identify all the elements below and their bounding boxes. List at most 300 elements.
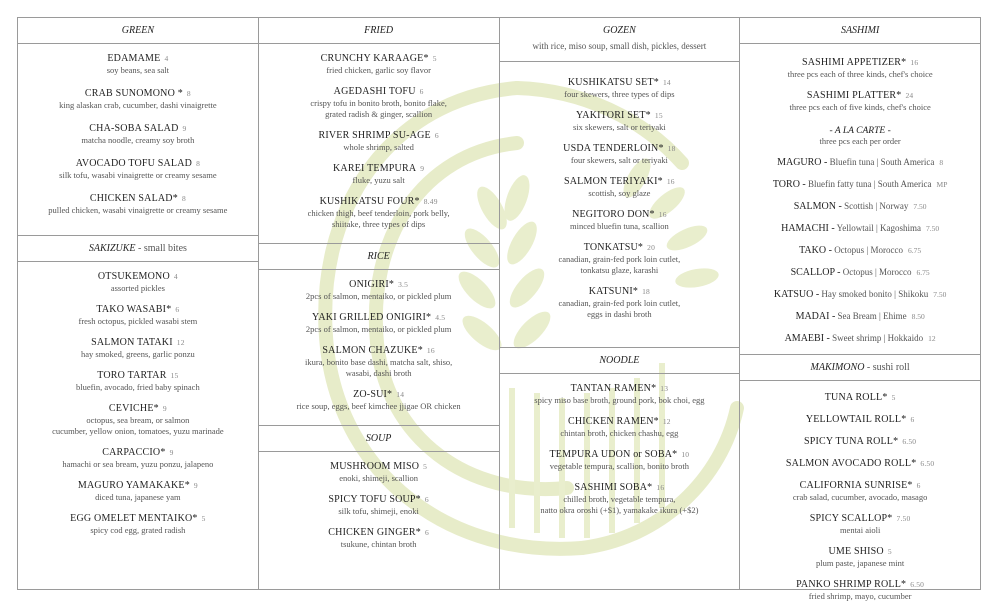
item-description: three pcs each of three kinds, chef's choice bbox=[787, 69, 933, 79]
fish-name: SALMON - bbox=[793, 201, 842, 212]
section-sakizuke-items bbox=[18, 262, 258, 549]
item-name-line bbox=[26, 270, 250, 283]
item-name-line bbox=[508, 208, 732, 221]
section-title: SOUP bbox=[365, 433, 392, 444]
item-description: hamachi or sea bream, yuzu ponzu, jalapeno bbox=[62, 459, 214, 469]
item-name: CHA-SOBA SALAD bbox=[89, 123, 179, 134]
item-description: natto okra oroshi (+$1), yamakake ikura (+$2) bbox=[540, 505, 699, 515]
menu-item bbox=[748, 545, 972, 569]
item-price: 9 bbox=[169, 448, 174, 457]
fish-name: TAKO - bbox=[799, 245, 832, 256]
fish-origin: Bluefin tuna | South America bbox=[827, 157, 935, 167]
menu-item bbox=[508, 76, 732, 100]
item-price: 7.50 bbox=[896, 514, 911, 523]
item-name: EGG OMELET MENTAIKO* bbox=[70, 513, 198, 524]
fish-name: HAMACHI - bbox=[781, 223, 835, 234]
item-name-line bbox=[26, 122, 250, 135]
section-title: RICE bbox=[367, 251, 390, 262]
a-la-carte-row bbox=[740, 288, 980, 301]
menu-item bbox=[748, 89, 972, 113]
section-fried-items bbox=[259, 44, 499, 243]
item-name: OTSUKEMONO bbox=[97, 271, 170, 282]
item-description: king alaskan crab, cucumber, dashi vinaigrette bbox=[59, 100, 217, 110]
item-name: CEVICHE* bbox=[108, 403, 159, 414]
menu-item bbox=[508, 142, 732, 166]
section-header-fried bbox=[259, 18, 499, 44]
item-name-line bbox=[267, 278, 491, 291]
a-la-carte-header bbox=[740, 126, 980, 146]
item-name-line bbox=[26, 303, 250, 316]
item-name: RIVER SHRIMP SU-AGE bbox=[318, 130, 431, 141]
item-name: CRAB SUNOMONO * bbox=[84, 88, 183, 99]
item-description: bluefin, avocado, fried baby spinach bbox=[76, 382, 200, 392]
item-name: CHICKEN GINGER* bbox=[328, 527, 421, 538]
item-price: 4 bbox=[164, 54, 169, 63]
item-name: SALMON TERIYAKI* bbox=[563, 176, 663, 187]
fish-name: TORO - bbox=[772, 179, 806, 190]
item-name: MAGURO YAMAKAKE* bbox=[77, 480, 190, 491]
item-name: TEMPURA UDON or SOBA* bbox=[549, 449, 678, 460]
section-noodle-items bbox=[500, 374, 740, 529]
section-title: MAKIMONO bbox=[810, 362, 865, 373]
section-header-green bbox=[18, 18, 258, 44]
section-green-items bbox=[18, 44, 258, 231]
menu-item bbox=[267, 129, 491, 153]
fish-price: 6.75 bbox=[916, 268, 930, 277]
item-price: 5 bbox=[432, 54, 437, 63]
fish-name: KATSUO - bbox=[773, 289, 820, 300]
menu-item bbox=[508, 448, 732, 472]
section-title: SASHIMI bbox=[840, 25, 880, 36]
item-description: diced tuna, japanese yam bbox=[95, 492, 181, 502]
item-name-line bbox=[748, 479, 972, 492]
item-name: YELLOWTAIL ROLL* bbox=[805, 414, 907, 425]
menu-item bbox=[508, 241, 732, 276]
item-description: tsukune, chintan broth bbox=[340, 539, 417, 549]
item-name-line bbox=[26, 446, 250, 459]
item-name-line bbox=[267, 129, 491, 142]
item-description: four skewers, three types of dips bbox=[564, 89, 675, 99]
a-la-carte-desc: three pcs each per order bbox=[819, 136, 901, 146]
item-name-line bbox=[267, 388, 491, 401]
item-name: TONKATSU* bbox=[583, 242, 644, 253]
item-price: 8 bbox=[181, 194, 186, 203]
fish-price: 7.50 bbox=[933, 290, 947, 299]
item-description: canadian, grain-fed pork loin cutlet, bbox=[558, 298, 681, 308]
fish-origin: Sweet shrimp | Hokkaido bbox=[829, 333, 924, 343]
item-description: grated radish & ginger, scallion bbox=[325, 109, 433, 119]
item-name-line bbox=[267, 195, 491, 208]
item-description: canadian, grain-fed pork loin cutlet, bbox=[558, 254, 681, 264]
item-description: fresh octopus, pickled wasabi stem bbox=[78, 316, 198, 326]
menu-item bbox=[26, 87, 250, 111]
menu-item bbox=[748, 413, 972, 426]
item-price: 4 bbox=[173, 272, 178, 281]
item-name: CHICKEN SALAD* bbox=[89, 193, 178, 204]
item-name: CRUNCHY KARAAGE* bbox=[320, 53, 429, 64]
item-name: SALMON AVOCADO ROLL* bbox=[785, 458, 917, 469]
item-name: SASHIMI PLATTER* bbox=[806, 90, 902, 101]
item-description: 2pcs of salmon, mentaiko, or pickled plum bbox=[305, 324, 452, 334]
menu-item bbox=[748, 457, 972, 470]
a-la-carte-row bbox=[740, 266, 980, 279]
item-description: crab salad, cucumber, avocado, masago bbox=[792, 492, 928, 502]
section-title: SAKIZUKE bbox=[88, 243, 136, 254]
item-name-line bbox=[267, 493, 491, 506]
item-price: 15 bbox=[170, 371, 179, 380]
section-subtitle: - sushi roll bbox=[864, 362, 910, 373]
menu-item bbox=[26, 303, 250, 327]
item-name-line bbox=[26, 52, 250, 65]
item-name: TORO TARTAR bbox=[97, 370, 167, 381]
item-name-line bbox=[26, 369, 250, 382]
item-description: spicy cod egg, grated radish bbox=[90, 525, 186, 535]
section-header-gozen bbox=[500, 18, 740, 62]
item-name-line bbox=[508, 175, 732, 188]
item-description: whole shrimp, salted bbox=[343, 142, 414, 152]
item-price: 16 bbox=[666, 177, 675, 186]
item-name-line bbox=[508, 285, 732, 298]
column-2 bbox=[258, 17, 499, 590]
a-la-carte-row bbox=[740, 200, 980, 213]
item-price: 18 bbox=[667, 144, 676, 153]
menu-item bbox=[508, 109, 732, 133]
section-header-noodle bbox=[500, 347, 740, 374]
a-la-carte-title: - A LA CARTE - bbox=[829, 126, 891, 136]
fish-price: 12 bbox=[928, 334, 936, 343]
menu-item bbox=[26, 369, 250, 393]
menu-item bbox=[508, 208, 732, 232]
menu-item bbox=[267, 526, 491, 550]
item-name: TANTAN RAMEN* bbox=[570, 383, 657, 394]
item-description: silk tofu, wasabi vinaigrette or creamy sesame bbox=[59, 170, 217, 180]
section-rice-items bbox=[259, 270, 499, 425]
menu-item bbox=[748, 479, 972, 503]
menu-item bbox=[748, 578, 972, 602]
item-price: 6 bbox=[419, 87, 424, 96]
item-description: enoki, shimeji, scallion bbox=[339, 473, 419, 483]
item-name-line bbox=[267, 52, 491, 65]
menu-item bbox=[26, 122, 250, 146]
item-name-line bbox=[508, 448, 732, 461]
item-name-line bbox=[748, 89, 972, 102]
item-name-line bbox=[26, 512, 250, 525]
item-price: 9 bbox=[420, 164, 425, 173]
item-name-line bbox=[508, 481, 732, 494]
item-name-line bbox=[748, 578, 972, 591]
item-name: CHICKEN RAMEN* bbox=[567, 416, 659, 427]
item-description: hay smoked, greens, garlic ponzu bbox=[80, 349, 195, 359]
a-la-carte-row bbox=[740, 156, 980, 169]
item-name: SALMON CHAZUKE* bbox=[322, 345, 423, 356]
item-description: octopus, sea bream, or salmon bbox=[86, 415, 190, 425]
a-la-carte-row bbox=[740, 244, 980, 257]
a-la-carte-row bbox=[740, 332, 980, 345]
item-description: chintan broth, chicken chashu, egg bbox=[560, 428, 679, 438]
menu-item bbox=[267, 195, 491, 230]
a-la-carte-list bbox=[740, 156, 980, 354]
item-description: fried shrimp, mayo, cucumber bbox=[808, 591, 912, 601]
menu-item bbox=[267, 162, 491, 186]
item-name-line bbox=[26, 192, 250, 205]
item-description: three pcs each of five kinds, chef's choice bbox=[789, 102, 931, 112]
menu-item bbox=[26, 336, 250, 360]
item-name-line bbox=[267, 460, 491, 473]
section-gozen-items bbox=[500, 62, 740, 333]
item-description: rice soup, eggs, beef kimchee jjigae OR chicken bbox=[296, 401, 461, 411]
item-name-line bbox=[267, 344, 491, 357]
item-name: TUNA ROLL* bbox=[824, 392, 888, 403]
item-price: 9 bbox=[193, 481, 198, 490]
item-price: 15 bbox=[654, 111, 663, 120]
item-price: 5 bbox=[887, 547, 892, 556]
menu-item bbox=[26, 512, 250, 536]
item-description: crispy tofu in bonito broth, bonito flake, bbox=[310, 98, 447, 108]
section-title: FRIED bbox=[364, 25, 394, 36]
fish-origin: Octopus | Morocco bbox=[840, 267, 912, 277]
item-name: KUSHIKATSU SET* bbox=[567, 77, 659, 88]
section-subline: with rice, miso soup, small dish, pickles, dessert bbox=[532, 41, 707, 51]
item-name: YAKITORI SET* bbox=[575, 110, 651, 121]
item-name-line bbox=[267, 85, 491, 98]
item-name: NEGITORO DON* bbox=[572, 209, 655, 220]
item-description: shiitake, three types of dips bbox=[332, 219, 426, 229]
item-description: chicken thigh, beef tenderloin, pork belly, bbox=[307, 208, 450, 218]
item-price: 4.5 bbox=[435, 313, 446, 322]
item-description: chilled broth, vegetable tempura, bbox=[563, 494, 676, 504]
section-header-makimono bbox=[740, 354, 980, 381]
section-subtitle: - small bites bbox=[135, 243, 187, 254]
item-description: minced bluefin tuna, scallion bbox=[570, 221, 669, 231]
menu-item bbox=[508, 382, 732, 406]
a-la-carte-row bbox=[740, 310, 980, 323]
item-price: 14 bbox=[662, 78, 671, 87]
item-name: CALIFORNIA SUNRISE* bbox=[799, 480, 913, 491]
item-price: 9 bbox=[162, 404, 167, 413]
menu-item bbox=[267, 52, 491, 76]
fish-price: 8.50 bbox=[911, 312, 925, 321]
item-description: vegetable tempura, scallion, bonito broth bbox=[549, 461, 690, 471]
menu-item bbox=[748, 512, 972, 536]
item-price: 16 bbox=[426, 346, 435, 355]
menu-item bbox=[26, 446, 250, 470]
item-description: tonkatsu glaze, karashi bbox=[580, 265, 659, 275]
section-soup-items bbox=[259, 452, 499, 563]
item-name-line bbox=[508, 382, 732, 395]
item-description: ikura, bonito base dashi, matcha salt, shiso, bbox=[304, 357, 453, 367]
item-price: 5 bbox=[423, 462, 428, 471]
item-price: 13 bbox=[660, 384, 669, 393]
item-description: mentai aioli bbox=[839, 525, 881, 535]
item-name-line bbox=[508, 241, 732, 254]
item-price: 6 bbox=[910, 415, 915, 424]
item-description: fried chicken, garlic soy flavor bbox=[326, 65, 431, 75]
fish-name: AMAEBI - bbox=[784, 333, 830, 344]
item-name-line bbox=[748, 457, 972, 470]
item-price: 14 bbox=[396, 390, 405, 399]
item-name: SASHIMI APPETIZER* bbox=[801, 57, 907, 68]
item-name: TAKO WASABI* bbox=[96, 304, 172, 315]
item-price: 9 bbox=[182, 124, 187, 133]
item-name-line bbox=[508, 76, 732, 89]
item-price: 12 bbox=[662, 417, 671, 426]
item-name-line bbox=[748, 545, 972, 558]
item-name-line bbox=[748, 56, 972, 69]
item-name-line bbox=[26, 336, 250, 349]
item-name-line bbox=[748, 512, 972, 525]
item-description: matcha noodle, creamy soy broth bbox=[81, 135, 195, 145]
fish-origin: Sea Bream | Ehime bbox=[835, 311, 907, 321]
menu-item bbox=[267, 388, 491, 412]
section-header-soup bbox=[259, 425, 499, 452]
item-name-line bbox=[508, 109, 732, 122]
menu-item bbox=[26, 270, 250, 294]
item-description: wasabi, dashi broth bbox=[345, 368, 412, 378]
item-price: 16 bbox=[910, 58, 919, 67]
item-name: AVOCADO TOFU SALAD bbox=[75, 158, 193, 169]
fish-name: SCALLOP - bbox=[790, 267, 841, 278]
item-name-line bbox=[267, 526, 491, 539]
item-description: fluke, yuzu salt bbox=[352, 175, 405, 185]
item-price: 24 bbox=[905, 91, 914, 100]
item-description: eggs in dashi broth bbox=[587, 309, 652, 319]
item-name: KAREI TEMPURA bbox=[333, 163, 417, 174]
item-description: 2pcs of salmon, mentaiko, or pickled plum bbox=[305, 291, 452, 301]
fish-price: 8 bbox=[939, 158, 944, 167]
item-price: 8.49 bbox=[423, 197, 438, 206]
item-price: 6 bbox=[425, 528, 429, 537]
fish-origin: Yellowtail | Kagoshima bbox=[834, 223, 922, 233]
section-header-sashimi bbox=[740, 18, 980, 44]
item-price: 8 bbox=[186, 89, 191, 98]
item-price: 6.50 bbox=[910, 580, 925, 589]
a-la-carte-row bbox=[740, 222, 980, 235]
item-name: SPICY TUNA ROLL* bbox=[803, 436, 899, 447]
a-la-carte-row bbox=[740, 178, 980, 191]
item-name-line bbox=[26, 157, 250, 170]
section-makimono-items bbox=[740, 381, 980, 607]
fish-price: 7.50 bbox=[913, 202, 927, 211]
item-price: 6 bbox=[424, 495, 429, 504]
item-name-line bbox=[748, 413, 972, 426]
item-name-line bbox=[748, 435, 972, 448]
menu-item bbox=[26, 402, 250, 437]
item-name: USDA TENDERLOIN* bbox=[563, 143, 664, 154]
item-name-line bbox=[508, 142, 732, 155]
item-price: 3.5 bbox=[398, 280, 409, 289]
item-price: 6 bbox=[175, 305, 180, 314]
fish-price: MP bbox=[936, 180, 948, 189]
section-title: GOZEN bbox=[602, 25, 636, 36]
item-description: scottish, soy glaze bbox=[588, 188, 651, 198]
item-price: 20 bbox=[647, 243, 656, 252]
item-price: 16 bbox=[658, 210, 667, 219]
section-title: GREEN bbox=[121, 25, 154, 36]
item-name-line bbox=[508, 415, 732, 428]
item-name-line bbox=[26, 87, 250, 100]
menu-item bbox=[508, 415, 732, 439]
fish-origin: Bluefin fatty tuna | South America bbox=[805, 179, 932, 189]
item-description: silk tofu, shimeji, enoki bbox=[338, 506, 419, 516]
item-name: SASHIMI SOBA* bbox=[574, 482, 653, 493]
menu-item bbox=[508, 175, 732, 199]
menu-item bbox=[267, 85, 491, 120]
item-name-line bbox=[267, 311, 491, 324]
menu-item bbox=[748, 56, 972, 80]
menu-board bbox=[17, 17, 981, 601]
fish-name: MADAI - bbox=[795, 311, 836, 322]
column-1 bbox=[17, 17, 258, 590]
menu-item bbox=[26, 479, 250, 503]
menu-item bbox=[267, 493, 491, 517]
fish-origin: Hay smoked bonito | Shikoku bbox=[819, 289, 929, 299]
item-description: spicy miso base broth, ground pork, bok choi, egg bbox=[534, 395, 705, 405]
item-price: 6.50 bbox=[920, 459, 935, 468]
item-name: YAKI GRILLED ONIGIRI* bbox=[312, 312, 432, 323]
section-header-rice bbox=[259, 243, 499, 270]
item-description: four skewers, salt or teriyaki bbox=[570, 155, 668, 165]
item-name-line bbox=[26, 402, 250, 415]
item-description: soy beans, sea salt bbox=[106, 65, 170, 75]
item-name: SPICY SCALLOP* bbox=[809, 513, 893, 524]
item-name: EDAMAME bbox=[107, 53, 161, 64]
item-name: KUSHIKATSU FOUR* bbox=[319, 196, 420, 207]
fish-origin: Octopus | Morocco bbox=[831, 245, 903, 255]
item-price: 6.50 bbox=[902, 437, 917, 446]
menu-item bbox=[26, 52, 250, 76]
section-header-sakizuke bbox=[18, 235, 258, 262]
column-4 bbox=[739, 17, 981, 601]
item-price: 5 bbox=[201, 514, 206, 523]
item-description: assorted pickles bbox=[110, 283, 165, 293]
item-name: UME SHISO bbox=[828, 546, 884, 557]
item-name: SALMON TATAKI bbox=[91, 337, 173, 348]
menu-item bbox=[267, 278, 491, 302]
section-sashimi-items bbox=[740, 44, 980, 126]
fish-price: 6.75 bbox=[907, 246, 922, 255]
item-name: CARPACCIO* bbox=[102, 447, 166, 458]
fish-price: 7.50 bbox=[926, 224, 940, 233]
column-3 bbox=[499, 17, 740, 590]
fish-name: MAGURO - bbox=[777, 157, 828, 168]
item-name: MUSHROOM MISO bbox=[330, 461, 420, 472]
item-price: 5 bbox=[891, 393, 896, 402]
menu-item bbox=[26, 157, 250, 181]
item-name: ZO-SUI* bbox=[353, 389, 393, 400]
item-name: ONIGIRI* bbox=[349, 279, 395, 290]
item-price: 6 bbox=[434, 131, 439, 140]
item-price: 12 bbox=[176, 338, 185, 347]
menu-item bbox=[267, 344, 491, 379]
item-description: plum paste, japanese mint bbox=[815, 558, 905, 568]
item-price: 6 bbox=[916, 481, 921, 490]
item-name-line bbox=[267, 162, 491, 175]
menu-item bbox=[748, 391, 972, 404]
item-name-line bbox=[748, 391, 972, 404]
menu-item bbox=[508, 285, 732, 320]
item-name-line bbox=[26, 479, 250, 492]
item-name: KATSUNI* bbox=[588, 286, 639, 297]
item-price: 16 bbox=[656, 483, 665, 492]
menu-item bbox=[267, 460, 491, 484]
menu-item bbox=[508, 481, 732, 516]
item-description: cucumber, yellow onion, tomatoes, yuzu marinade bbox=[52, 426, 224, 436]
item-price: 18 bbox=[642, 287, 651, 296]
menu-item bbox=[748, 435, 972, 448]
fish-origin: Scottish | Norway bbox=[841, 201, 909, 211]
section-title: NOODLE bbox=[599, 355, 640, 366]
menu-item bbox=[26, 192, 250, 216]
